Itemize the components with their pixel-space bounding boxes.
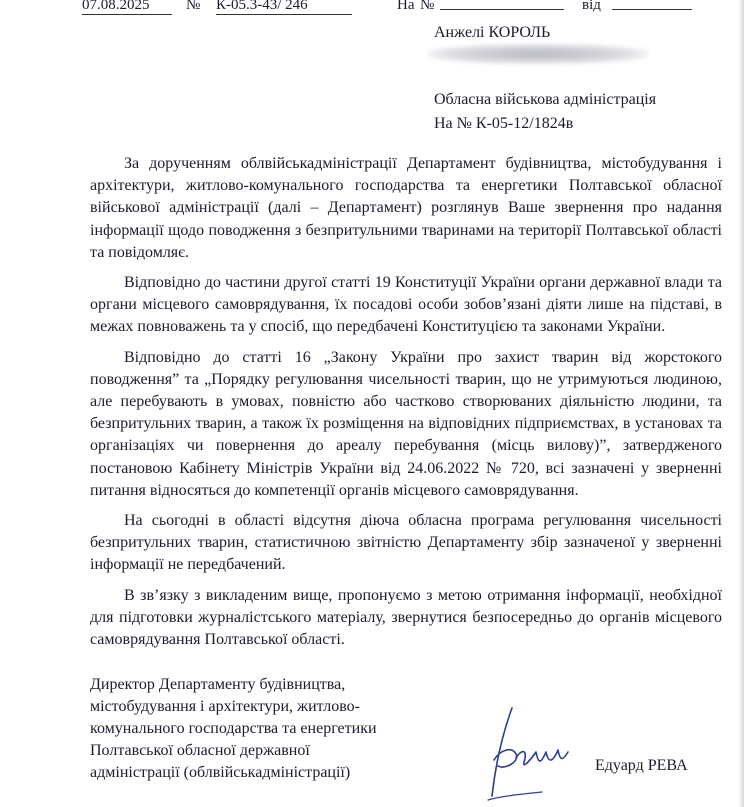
from-date-label: від xyxy=(582,0,601,13)
signatory-title-line: адміністрації (облвійськадміністрації) xyxy=(90,764,351,781)
body-paragraph: Відповідно до статті 16 „Закону України про захист тварин від жорстокого поводження” та „Порядку регулювання чисельності тварин, що не утримуються людиною, але перебувають в умовах, повністю або частково створюваних діяльністю людини, та безпритульних тварин, а також їх розміщення на відповідних підприємствах, в установах та організаціях чи повернення до ареалу перебування (місць вилову)”, затвердженого постановою Кабінету Міністрів України від 24.06.2022 № 720, всі зазначені у зверненні питання відносяться до компетенції органів місцевого самоврядування. xyxy=(90,348,722,499)
addressee-reference: На № К-05-12/1824в xyxy=(434,115,574,132)
signatory-title-line: комунального господарства та енергетики xyxy=(90,720,377,737)
handwritten-signature-icon xyxy=(482,700,572,804)
signatory-title-line: Директор Департаменту будівництва, xyxy=(90,676,346,693)
letter-body xyxy=(90,153,722,659)
addressee-name: Анжелі КОРОЛЬ xyxy=(434,24,551,41)
registration-number: К-05.3-43/ 246 xyxy=(216,0,352,15)
body-paragraph: В зв’язку з викладеним вище, пропонуємо з метою отримання інформації, необхідної для підготовки журналістського матеріалу, звернутися безпосередньо до органів місцевого самоврядування Полтавської області. xyxy=(90,586,722,649)
redacted-email xyxy=(428,44,648,64)
body-paragraph: Відповідно до частини другої статті 19 Конституції України органи державної влади та органи місцевого самоврядування, їх посадові особи зобов’язані діяти лише на підставі, в межах повноважень та у спосіб, що передбачені Конституцією та законами України. xyxy=(90,274,722,336)
reply-number-blank xyxy=(440,0,564,10)
addressee-organization: Обласна військова адміністрація xyxy=(434,91,657,108)
scan-edge-shadow xyxy=(738,0,744,807)
signer-name: Едуард РЕВА xyxy=(595,757,688,774)
signatory-title-line: Полтавської обласної державної xyxy=(90,742,310,759)
number-sign: № xyxy=(186,0,201,13)
body-paragraph: На сьогодні в області відсутня діюча обласна програма регулювання чисельності безпритульних тварин, статистичною звітністю Департаменту збір зазначеної у зверненні інформації не передбачений. xyxy=(90,512,722,574)
letter-date: 07.08.2025 xyxy=(82,0,172,15)
body-paragraph: За дорученням облвійськадміністрації Департамент будівництва, містобудування і архітектури, житлово-комунального господарства та енергетики Полтавської обласної військової адміністрації (далі – Департамент) розглянув Ваше звернення про надання інформації щодо поводження з безпритульними тваринами на території Полтавської області та повідомляє. xyxy=(90,155,722,261)
from-date-blank xyxy=(612,0,692,10)
addressee-block xyxy=(434,88,656,136)
signatory-title xyxy=(90,674,430,784)
reply-to-label: На xyxy=(397,0,415,13)
registration-line xyxy=(0,0,744,14)
signatory-title-line: містобудування і архітектури, житлово- xyxy=(90,698,361,715)
reply-number-sign: № xyxy=(420,0,435,13)
